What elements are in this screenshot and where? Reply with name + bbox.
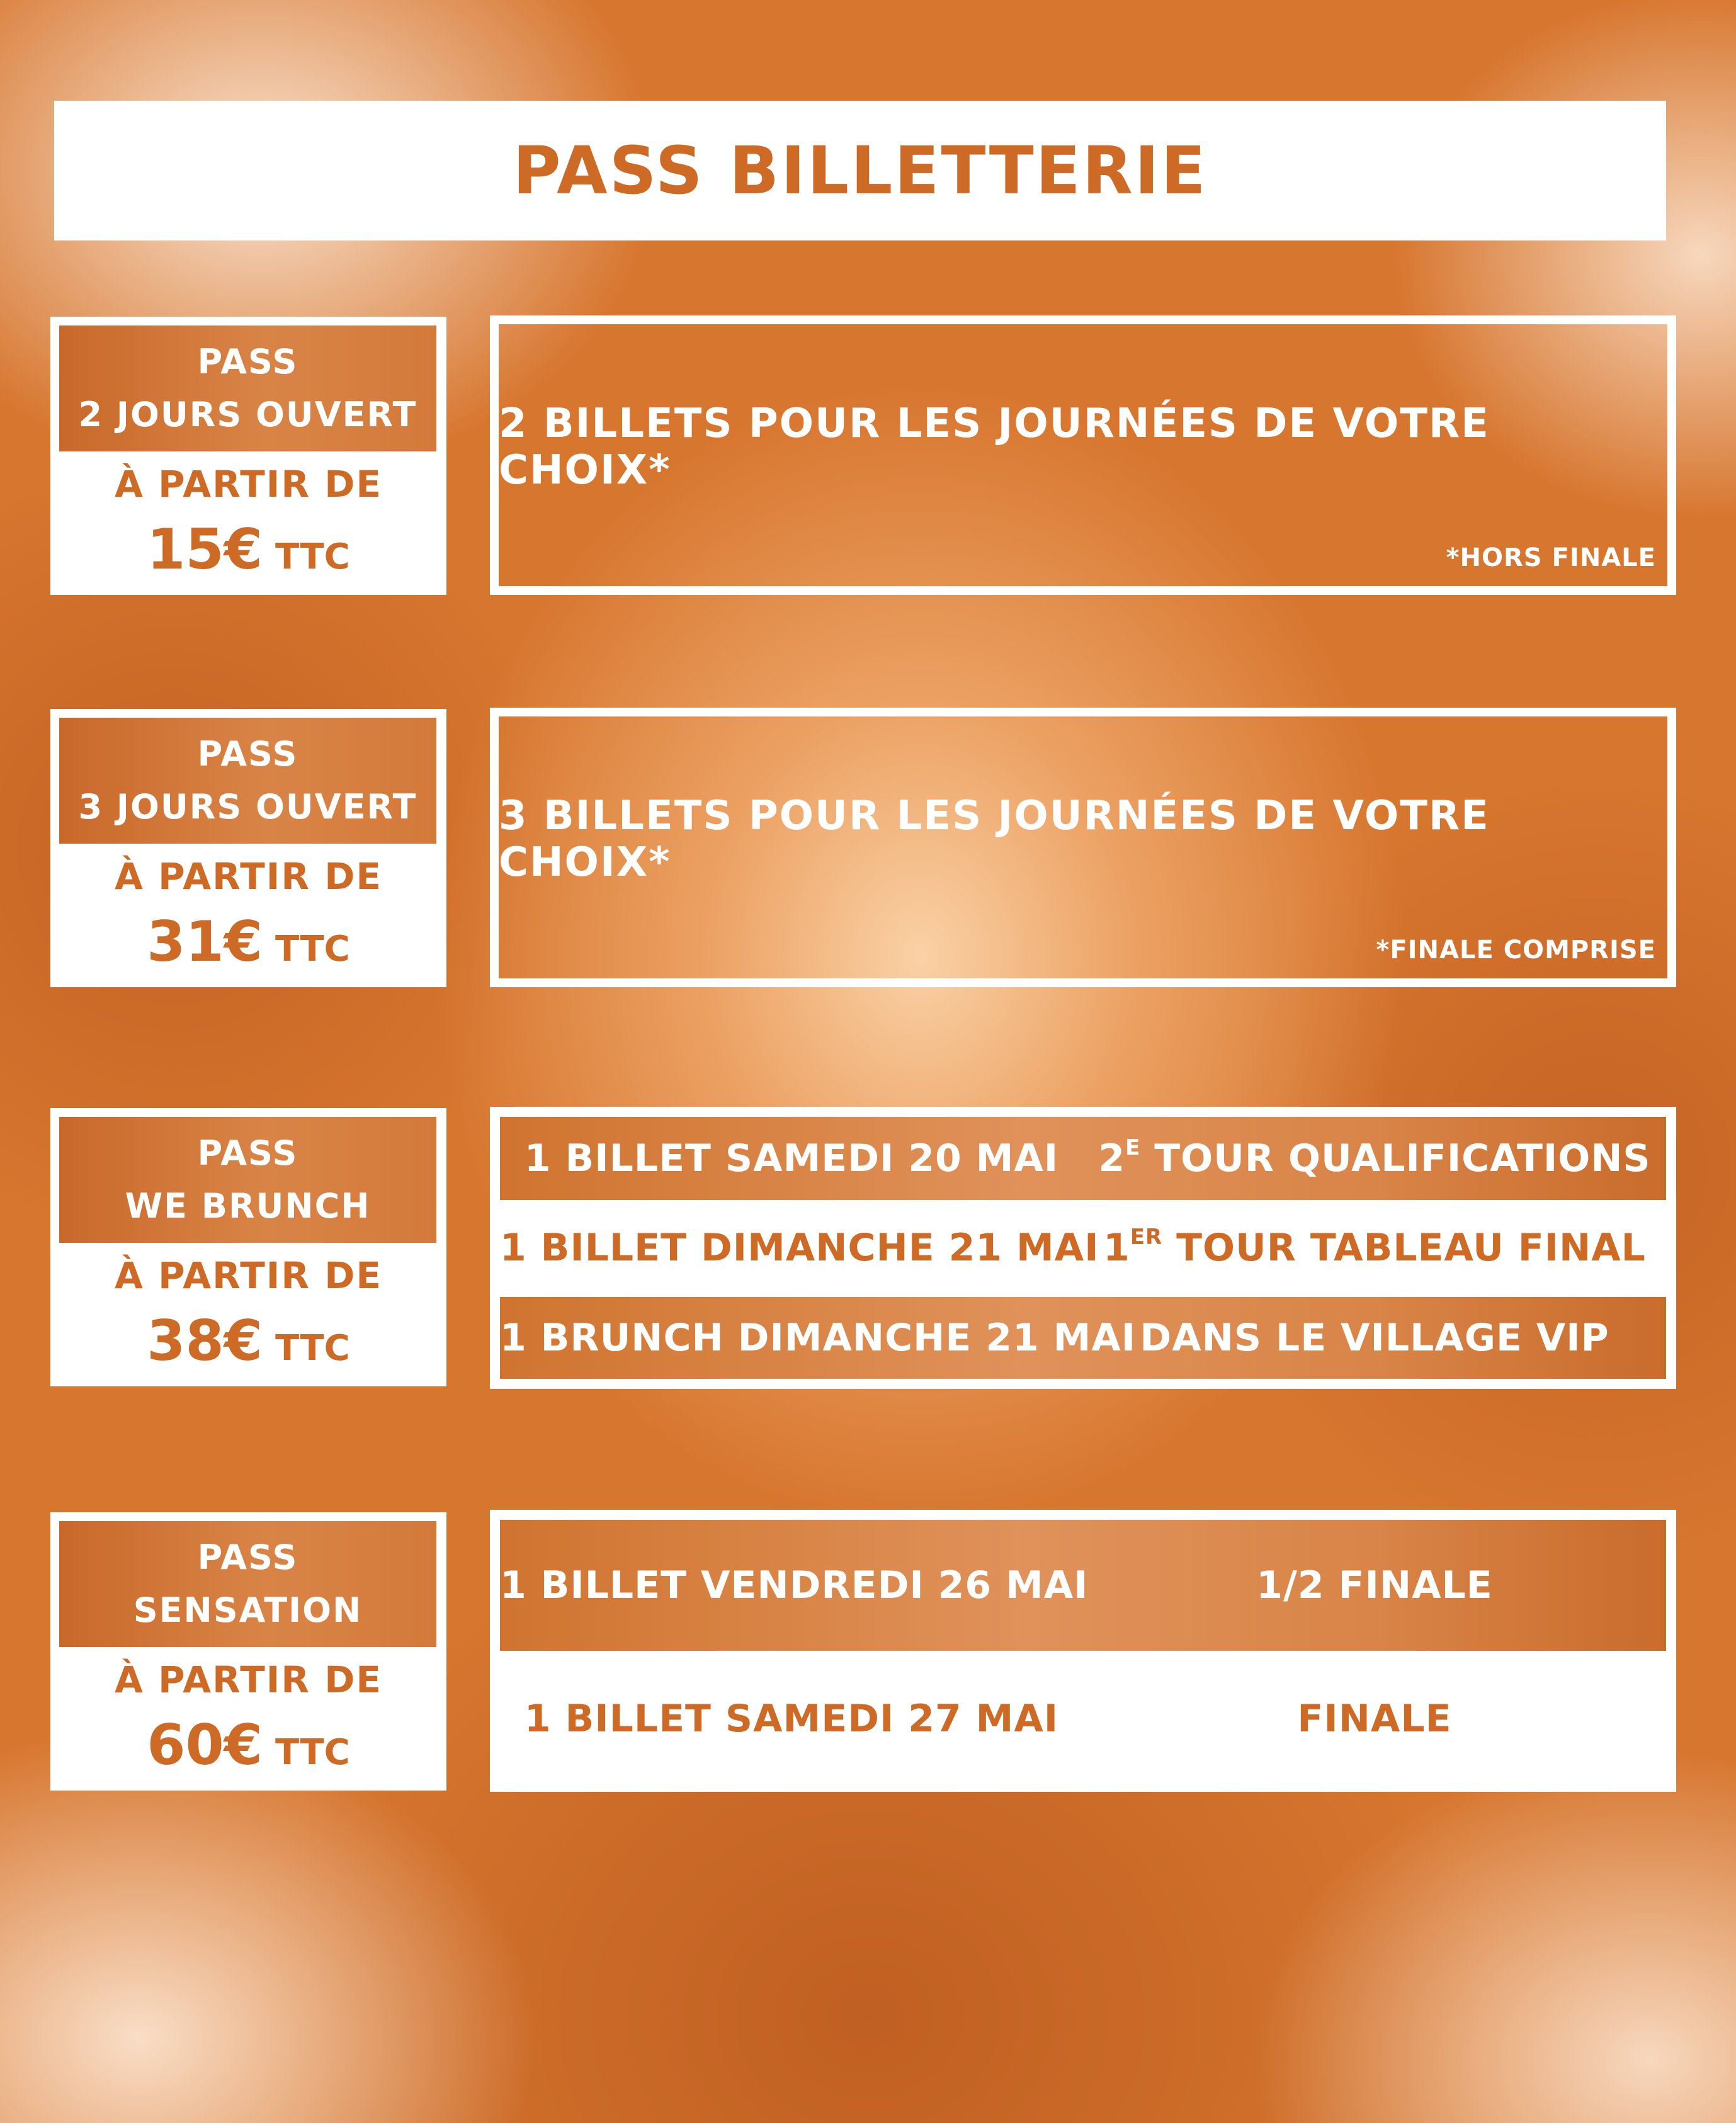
detail-ordinal: ER <box>1130 1225 1163 1250</box>
row-detail: DANS LE VILLAGE VIP <box>1140 1316 1609 1360</box>
pass-from-label: À PARTIR DE <box>115 463 382 506</box>
price-amount: 31€ <box>147 909 263 974</box>
detail-number: 2 <box>1098 1136 1126 1180</box>
table-row <box>500 1297 1666 1379</box>
row-item: 1 BILLET SAMEDI 27 MAI <box>524 1697 1059 1741</box>
table-row <box>500 1206 1666 1289</box>
row-item: 1 BILLET DIMANCHE 21 MAI <box>500 1226 1099 1270</box>
pass-details-sensation <box>490 1510 1676 1792</box>
pass-name <box>59 1521 436 1647</box>
row-detail: FINALE <box>1297 1697 1452 1741</box>
pass-name-line1: PASS <box>197 1133 298 1173</box>
pass-name <box>59 326 436 451</box>
description-text: 2 BILLETS POUR LES JOURNÉES DE VOTRE CHOIX* <box>499 400 1490 494</box>
row-item: 1 BILLET VENDREDI 26 MAI <box>500 1563 1089 1607</box>
pass-from-label: À PARTIR DE <box>115 1658 382 1701</box>
pass-from-label: À PARTIR DE <box>115 1254 382 1297</box>
detail-ordinal: E <box>1125 1135 1141 1160</box>
description-text: 3 BILLETS POUR LES JOURNÉES DE VOTRE CHOIX* <box>499 793 1490 886</box>
price-suffix: TTC <box>275 929 350 970</box>
pass-from-label: À PARTIR DE <box>115 855 382 898</box>
pass-name-line2: 2 JOURS OUVERT <box>78 395 417 434</box>
pass-description-3-jours <box>490 708 1676 987</box>
row-item: 1 BRUNCH DIMANCHE 21 MAI <box>500 1316 1137 1360</box>
pass-card-2-jours <box>50 317 446 595</box>
price-suffix: TTC <box>275 536 350 577</box>
pass-card-3-jours <box>50 709 446 987</box>
detail-text: TOUR TABLEAU FINAL <box>1162 1226 1646 1270</box>
table-row <box>500 1656 1666 1782</box>
pass-name-line2: WE BRUNCH <box>125 1186 371 1226</box>
table-row <box>500 1117 1666 1200</box>
row-detail <box>1083 1136 1666 1180</box>
price-amount: 60€ <box>147 1713 263 1777</box>
pass-details-we-brunch <box>490 1107 1676 1389</box>
pass-price <box>50 1713 446 1777</box>
pass-name-line2: SENSATION <box>133 1590 363 1630</box>
price-suffix: TTC <box>275 1732 350 1773</box>
pass-price <box>50 517 446 582</box>
table-row <box>500 1520 1666 1651</box>
detail-text: TOUR QUALIFICATIONS <box>1140 1136 1651 1180</box>
description-note: *HORS FINALE <box>1446 543 1656 572</box>
pass-card-sensation <box>50 1512 446 1791</box>
pass-description-2-jours <box>490 315 1676 595</box>
pass-price <box>50 1308 446 1373</box>
pass-name <box>59 1117 436 1243</box>
pass-name <box>59 718 436 844</box>
row-detail <box>1083 1226 1666 1270</box>
description-note: *FINALE COMPRISE <box>1376 936 1656 965</box>
page-title: PASS BILLETTERIE <box>513 132 1208 209</box>
price-amount: 15€ <box>147 517 263 582</box>
pass-name-line2: 3 JOURS OUVERT <box>78 787 417 827</box>
price-amount: 38€ <box>147 1308 263 1373</box>
row-item: 1 BILLET SAMEDI 20 MAI <box>524 1136 1059 1180</box>
pass-name-line1: PASS <box>197 734 298 774</box>
price-suffix: TTC <box>275 1328 350 1369</box>
header-bar <box>54 101 1666 241</box>
pass-card-we-brunch <box>50 1108 446 1386</box>
row-detail: 1/2 FINALE <box>1256 1563 1493 1607</box>
pass-price <box>50 909 446 974</box>
detail-number: 1 <box>1103 1226 1130 1270</box>
pass-name-line1: PASS <box>197 342 298 382</box>
pass-name-line1: PASS <box>197 1537 298 1577</box>
